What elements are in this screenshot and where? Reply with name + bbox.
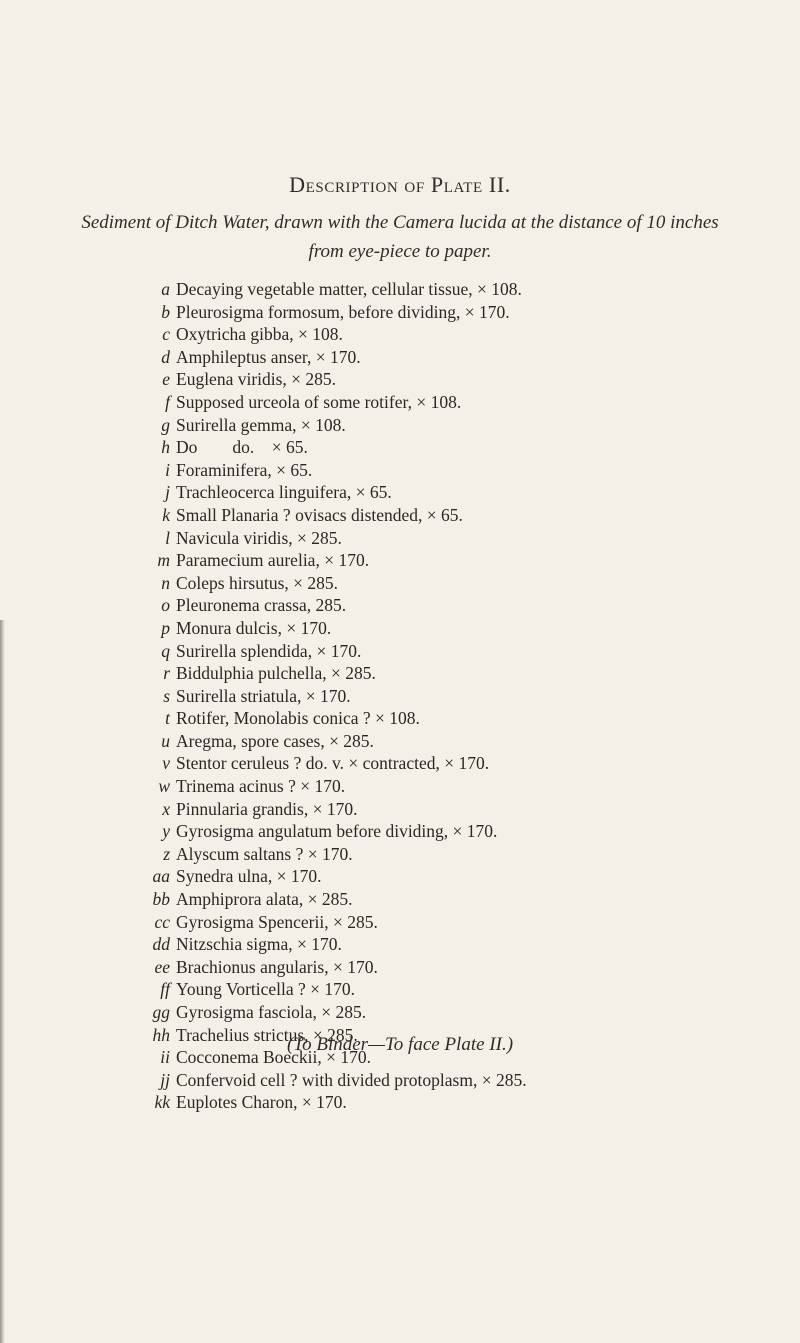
entry-letter: w — [158, 776, 170, 797]
list-item — [0, 843, 800, 866]
entry-text: Pleuronema crassa, 285. — [176, 595, 347, 616]
entry-text: Paramecium aurelia, × 170. — [176, 550, 370, 571]
list-item — [0, 798, 800, 821]
entry-letter: cc — [154, 911, 170, 932]
entry-text: Synedra ulna, × 170. — [176, 866, 322, 887]
list-item — [0, 752, 800, 775]
entry-text: Gyrosigma fasciola, × 285. — [176, 1002, 367, 1022]
entry-text: Trinema acinus ? × 170. — [176, 776, 346, 797]
entry-text: Amphileptus anser, × 170. — [176, 346, 361, 367]
list-item — [0, 301, 800, 324]
list-item — [0, 504, 800, 527]
entry-letter: ee — [154, 956, 170, 977]
list-item — [0, 888, 800, 911]
subheading-line-2: from eye-piece to paper. — [308, 241, 492, 262]
list-item — [0, 414, 800, 437]
specimen-list — [0, 278, 800, 1114]
entry-text: Stentor ceruleus ? do. v. × contracted, × 170. — [176, 753, 490, 774]
list-item — [0, 549, 800, 572]
entry-letter: gg — [152, 1002, 170, 1022]
entry-letter: k — [162, 504, 170, 525]
entry-letter: l — [165, 527, 170, 548]
entry-letter: c — [162, 324, 170, 345]
list-item — [0, 594, 800, 617]
list-item — [0, 1091, 800, 1114]
entry-letter: v — [162, 753, 170, 774]
list-item — [0, 956, 800, 979]
entry-letter: y — [162, 821, 170, 842]
entry-letter: g — [161, 414, 170, 435]
entry-letter: h — [161, 437, 170, 458]
entry-text: Trachelius strictus, × 285. — [176, 1024, 358, 1045]
entry-letter: t — [165, 708, 170, 729]
entry-text: Pinnularia grandis, × 170. — [176, 798, 358, 819]
list-item — [0, 662, 800, 685]
list-item — [0, 865, 800, 888]
entry-letter: r — [163, 663, 170, 684]
list-item — [0, 820, 800, 843]
list-item — [0, 1069, 800, 1092]
entry-text: Young Vorticella ? × 170. — [176, 979, 356, 1000]
entry-text: Brachionus angularis, × 170. — [176, 956, 378, 977]
list-item — [0, 707, 800, 730]
entry-text: Gyrosigma Spencerii, × 285. — [176, 911, 378, 932]
entry-text: Alyscum saltans ? × 170. — [176, 843, 353, 864]
list-item — [0, 775, 800, 798]
list-item — [0, 911, 800, 934]
entry-text: Rotifer, Monolabis conica ? × 108. — [176, 708, 420, 729]
entry-text: Cocconema Boeckii, × 170. — [176, 1047, 372, 1068]
entry-text: Do do. × 65. — [176, 437, 308, 458]
entry-letter: f — [165, 391, 170, 412]
list-item — [0, 368, 800, 391]
entry-letter: p — [161, 617, 170, 638]
entry-text: Surirella splendida, × 170. — [176, 640, 362, 661]
entry-letter: ii — [160, 1047, 170, 1068]
entry-letter: ff — [160, 979, 170, 1000]
page-edge-shadow — [0, 620, 5, 1343]
entry-text: Biddulphia pulchella, × 285. — [176, 663, 376, 684]
entry-letter: hh — [152, 1024, 170, 1045]
entry-letter: m — [157, 550, 170, 571]
page-heading: Description of Plate II. — [289, 172, 511, 197]
entry-letter: jj — [160, 1069, 170, 1090]
list-item — [0, 1001, 800, 1024]
list-item — [0, 617, 800, 640]
entry-text: Surirella striatula, × 170. — [176, 685, 351, 706]
entry-text: Navicula viridis, × 285. — [176, 527, 342, 548]
entry-text: Coleps hirsutus, × 285. — [176, 572, 339, 593]
entry-text: Pleurosigma formosum, before dividing, × 170. — [176, 301, 510, 322]
list-item — [0, 436, 800, 459]
list-item — [0, 978, 800, 1001]
entry-letter: kk — [154, 1092, 170, 1113]
entry-text: Oxytricha gibba, × 108. — [176, 324, 343, 345]
entry-text: Euglena viridis, × 285. — [176, 369, 337, 390]
entry-text: Monura dulcis, × 170. — [176, 617, 332, 638]
list-item — [0, 346, 800, 369]
entry-text: Nitzschia sigma, × 170. — [176, 934, 342, 955]
entry-letter: q — [161, 640, 170, 661]
entry-letter: z — [163, 843, 170, 864]
entry-letter: dd — [152, 934, 170, 955]
entry-letter: aa — [152, 866, 170, 887]
entry-text: Supposed urceola of some rotifer, × 108. — [176, 391, 462, 412]
list-item — [0, 323, 800, 346]
entry-letter: b — [161, 301, 170, 322]
entry-text: Small Planaria ? ovisacs distended, × 65. — [176, 504, 463, 525]
entry-letter: e — [162, 369, 170, 390]
entry-letter: j — [165, 482, 170, 503]
entry-text: Surirella gemma, × 108. — [176, 414, 346, 435]
entry-text: Decaying vegetable matter, cellular tissue, × 108. — [176, 279, 522, 299]
list-item — [0, 481, 800, 504]
entry-text: Trachleocerca linguifera, × 65. — [176, 482, 392, 503]
list-item — [0, 391, 800, 414]
entry-text: Aregma, spore cases, × 285. — [176, 730, 374, 751]
list-item — [0, 685, 800, 708]
plate-subheading — [20, 208, 780, 266]
entry-letter: n — [161, 572, 170, 593]
list-item — [0, 278, 800, 301]
entry-text: Amphiprora alata, × 285. — [176, 889, 353, 910]
entry-letter: o — [161, 595, 170, 616]
entry-letter: s — [163, 685, 170, 706]
entry-letter: bb — [152, 889, 170, 910]
entry-letter: i — [165, 459, 170, 480]
subheading-line-1: Sediment of Ditch Water, drawn with the Camera lucida at the distance of 10 inches — [81, 212, 719, 233]
binder-note: (To Binder—To face Plate II.) — [286, 1034, 514, 1055]
entry-letter: x — [162, 798, 170, 819]
entry-text: Gyrosigma angulatum before dividing, × 170. — [176, 821, 498, 842]
list-item — [0, 527, 800, 550]
entry-text: Foraminifera, × 65. — [176, 459, 313, 480]
list-item — [0, 933, 800, 956]
entry-letter: a — [161, 279, 170, 299]
entry-letter: u — [161, 730, 170, 751]
entry-text: Confervoid cell ? with divided protoplasm, × 285. — [176, 1069, 527, 1090]
list-item — [0, 730, 800, 753]
entry-text: Euplotes Charon, × 170. — [176, 1092, 347, 1113]
list-item — [0, 459, 800, 482]
entry-letter: d — [161, 346, 170, 367]
list-item — [0, 572, 800, 595]
list-item — [0, 640, 800, 663]
